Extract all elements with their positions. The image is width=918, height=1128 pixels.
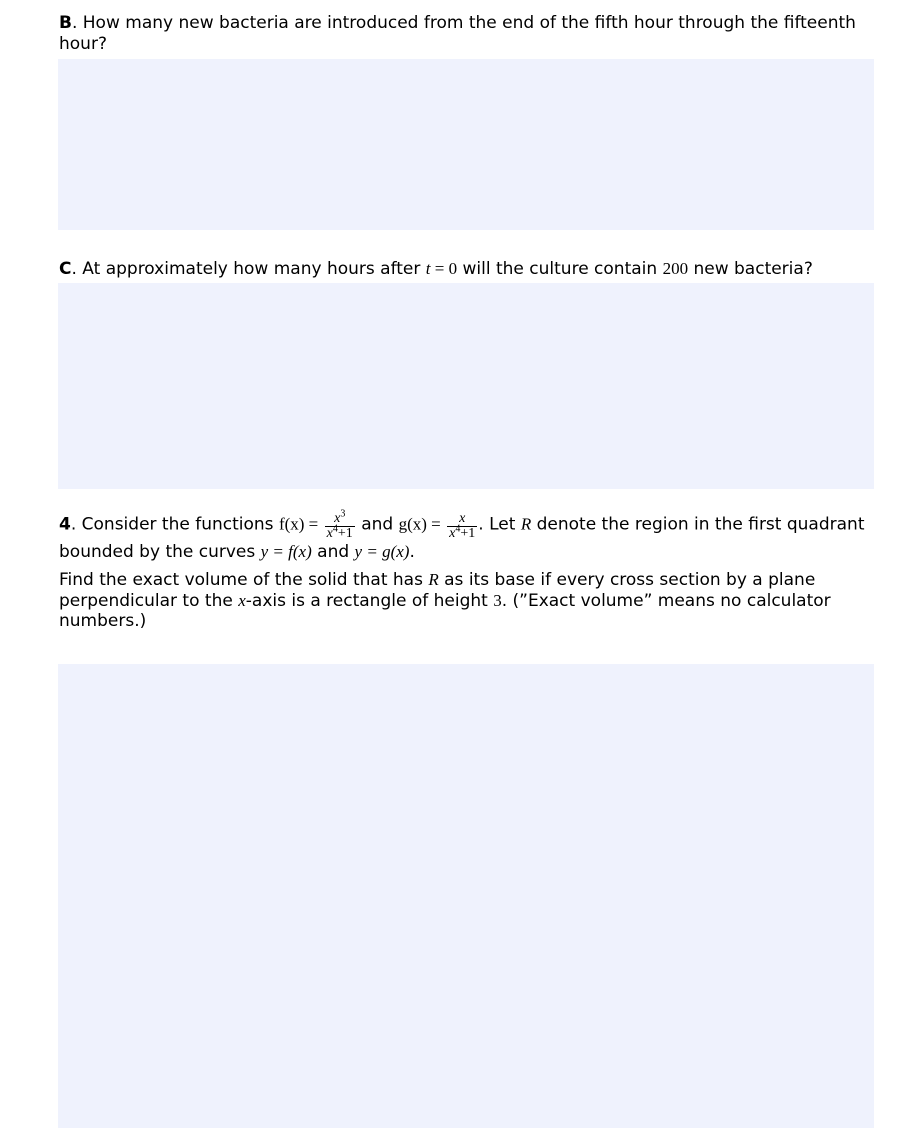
question-c-text-before: . At approximately how many hours after	[71, 259, 426, 279]
height-value: 3	[493, 590, 502, 610]
base-text: as its base if every cross section by a plane perpendicular to the	[59, 570, 816, 611]
f-lhs: f(x) =	[278, 514, 319, 534]
f-den-tail: +1	[337, 526, 353, 541]
question-4-intro: . Consider the functions	[70, 514, 279, 535]
period: .	[409, 542, 415, 562]
f-num-base: x	[334, 511, 341, 526]
g-fraction	[447, 512, 477, 541]
g-den-tail: +1	[460, 526, 476, 541]
question-b-label: B	[59, 13, 72, 33]
question-c-eq: = 0	[430, 259, 458, 278]
question-c-var: t	[425, 259, 431, 278]
and-text-1: and	[361, 514, 399, 535]
question-c-text-mid: will the culture contain	[457, 259, 663, 279]
g-lhs: g(x) =	[398, 514, 441, 534]
region-r-1: R	[520, 514, 532, 534]
f-den-exp: 4	[332, 523, 338, 535]
question-c-text-after: new bacteria?	[688, 259, 813, 279]
curve-f: y = f(x)	[260, 542, 312, 561]
let-text: . Let	[478, 514, 521, 535]
question-c-math	[426, 259, 457, 278]
axis-text: -axis is a rectangle of height	[245, 590, 494, 611]
answer-box-b[interactable]	[58, 59, 874, 230]
find-text: Find the exact volume of the solid that has	[59, 570, 429, 590]
question-b-text: . How many new bacteria are introduced from the end of the fifth hour through the fifteenth hour?	[59, 13, 856, 54]
answer-box-4[interactable]	[58, 664, 874, 1128]
question-b	[59, 13, 889, 54]
answer-box-c[interactable]	[58, 283, 874, 489]
f-numerator	[325, 508, 355, 527]
x-var: x	[238, 590, 246, 610]
question-4	[59, 508, 889, 562]
f-den-base: x	[326, 526, 333, 541]
question-4-label: 4	[59, 514, 71, 535]
question-c-label: C	[59, 259, 72, 279]
f-denominator	[325, 523, 355, 541]
curve-g: y = g(x)	[354, 542, 410, 561]
g-den-base: x	[449, 526, 456, 541]
g-num: x	[459, 511, 466, 526]
and-text-2: and	[311, 542, 355, 562]
f-fraction	[325, 508, 355, 541]
g-den-exp: 4	[455, 523, 461, 535]
g-denominator	[447, 523, 477, 541]
denote-text: denote the region in the first quadrant bounded by the curves	[59, 514, 865, 562]
region-r-2: R	[428, 570, 439, 589]
f-num-exp: 3	[340, 508, 346, 520]
question-4-line1	[59, 508, 889, 562]
question-4-part2	[59, 570, 889, 632]
note-text: . (”Exact volume” means no calculator numbers.)	[59, 590, 831, 631]
g-numerator	[447, 512, 477, 527]
question-c	[59, 259, 889, 280]
question-c-number: 200	[662, 259, 689, 278]
